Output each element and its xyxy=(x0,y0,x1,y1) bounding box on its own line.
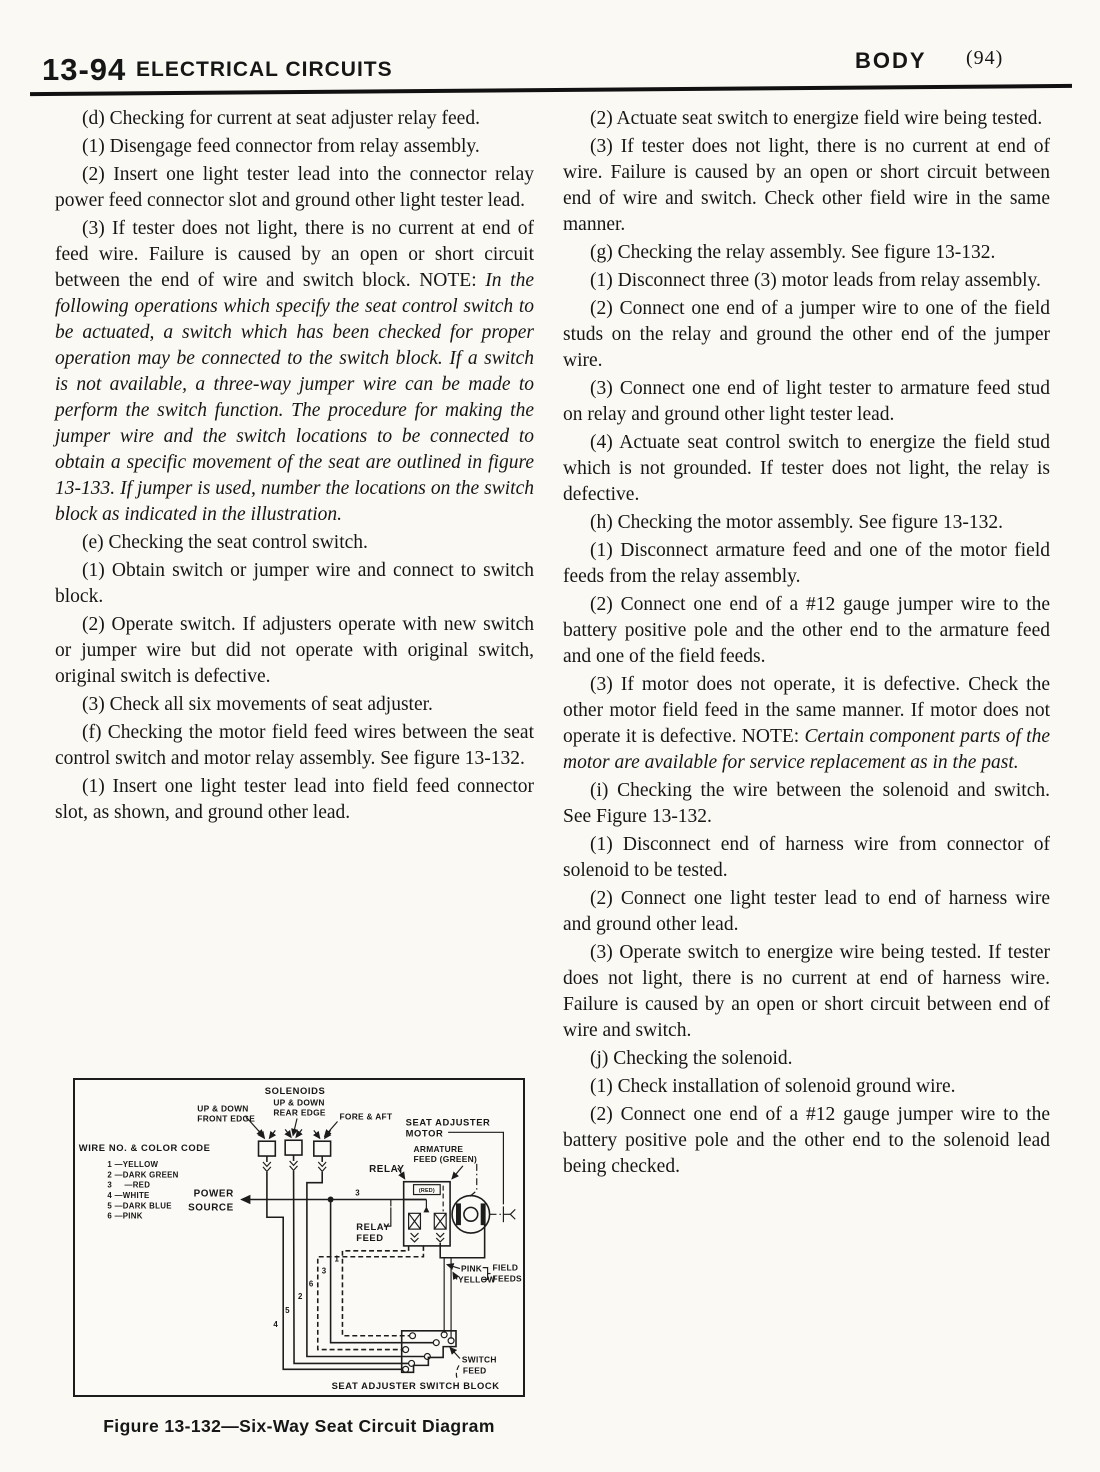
switch-feed-label2: FEED xyxy=(462,1365,487,1376)
wire-1 xyxy=(342,1246,409,1336)
yellow-leader xyxy=(453,1273,457,1280)
body-text: (1) Disconnect end of harness wire from connector of solenoid to be tested. xyxy=(563,834,1050,881)
power-source-label: POWER xyxy=(193,1188,234,1200)
paragraph xyxy=(55,720,534,772)
pink-leader xyxy=(447,1265,460,1269)
body-text: (2) Connect one end of a #12 gauge jumper wire to the battery positive pole and the other end to the solenoid lead being checked. xyxy=(563,1104,1050,1177)
fore-aft-leader xyxy=(325,1121,338,1136)
field-feeds-label2: FEEDS xyxy=(492,1273,522,1284)
paragraph xyxy=(55,106,534,132)
paragraph xyxy=(55,530,534,556)
wire-code-title: WIRE NO. & COLOR CODE xyxy=(78,1143,211,1154)
up-down-rear-label2: REAR EDGE xyxy=(273,1107,326,1118)
body-text: (3) If tester does not light, there is no current at end of wire. Failure is caused by an open or short circuit between end of wire and switch. Check other field wire in the same manner. xyxy=(563,136,1050,235)
body-text: (2) Operate switch. If adjusters operate with new switch or jumper wire but did not operate with original switch, original switch is defective. xyxy=(55,614,534,687)
wire-1-number: 1 xyxy=(334,1254,340,1264)
paragraph xyxy=(55,774,534,826)
paragraph xyxy=(563,430,1050,508)
solenoid-rear-edge xyxy=(285,1129,302,1170)
seat-adjuster-motor-label2: MOTOR xyxy=(405,1128,444,1139)
body-text: (f) Checking the motor field feed wires between the seat control switch and motor relay assembly. See figure 13-132. xyxy=(55,722,534,769)
paragraph xyxy=(563,1046,1050,1072)
wire-4 xyxy=(267,1172,403,1369)
body-text: (i) Checking the wire between the solenoid and switch. See Figure 13-132. xyxy=(563,780,1050,827)
page-title: BODY xyxy=(855,48,927,73)
solenoid-fore-aft xyxy=(314,1130,331,1171)
body-text: (3) Operate switch to energize wire being tested. If tester does not light, there is no current at end of harness wire. Failure is caused by an open or short circuit between end of wire and switch. xyxy=(563,942,1050,1041)
switch-block xyxy=(402,1331,456,1372)
paragraph xyxy=(563,268,1050,294)
rear-edge-leader xyxy=(293,1119,297,1136)
body-text: (1) Obtain switch or jumper wire and connect to switch block. xyxy=(55,560,534,607)
switch-feed-curl xyxy=(456,1365,459,1378)
body-text: (2) Connect one light tester lead to end of harness wire and ground other lead. xyxy=(563,888,1050,935)
paragraph xyxy=(563,296,1050,374)
relay-label: RELAY xyxy=(369,1163,405,1175)
wire-code-4: 4 —WHITE xyxy=(107,1191,150,1201)
fore-aft-label: FORE & AFT xyxy=(339,1111,393,1122)
relay-red-label: (RED) xyxy=(418,1188,435,1195)
paragraph xyxy=(563,940,1050,1044)
wire-code-6: 6 —PINK xyxy=(107,1211,143,1221)
body-text: (3) Connect one end of light tester to armature feed stud on relay and ground other light tester lead. xyxy=(563,378,1050,425)
body-text: (3) If motor does not operate, it is defective. Check the other motor field feed in the same manner. If motor does not operate it is defective. NOTE: xyxy=(563,674,1050,747)
wire-code-1: 1 —YELLOW xyxy=(107,1159,159,1169)
armature-feed-line xyxy=(470,1164,477,1197)
body-text: (2) Connect one end of a #12 gauge jumper wire to the battery positive pole and the other end to the armature feed and one of the field feeds. xyxy=(563,594,1050,667)
armature-feed-label: ARMATURE xyxy=(413,1144,464,1155)
paragraph xyxy=(55,612,534,690)
paragraph xyxy=(563,592,1050,670)
relay-feed-label2: FEED xyxy=(356,1232,384,1243)
body-text: (4) Actuate seat control switch to energize the field stud which is not grounded. If tester does not light, the relay is defective. xyxy=(563,432,1050,505)
solenoids-label: SOLENOIDS xyxy=(264,1085,326,1096)
paragraph xyxy=(563,134,1050,238)
solenoid-front-edge xyxy=(259,1130,276,1171)
switch-block-label: SEAT ADJUSTER SWITCH BLOCK xyxy=(331,1381,500,1392)
wire-4-number: 4 xyxy=(273,1319,279,1329)
switch-feed-label: SWITCH xyxy=(461,1354,497,1365)
section-title: ELECTRICAL CIRCUITS xyxy=(136,58,393,81)
paragraph xyxy=(563,510,1050,536)
paragraph xyxy=(563,538,1050,590)
body-text: (e) Checking the seat control switch. xyxy=(82,532,368,553)
paragraph xyxy=(55,134,534,160)
relay-feed-label: RELAY xyxy=(356,1222,391,1233)
paragraph xyxy=(55,692,534,718)
paragraph xyxy=(563,886,1050,938)
paragraph xyxy=(55,558,534,610)
paragraph xyxy=(55,216,534,528)
wire-code-2: 2 —DARK GREEN xyxy=(107,1170,179,1180)
paragraph xyxy=(563,1102,1050,1180)
yellow-label: YELLOW xyxy=(457,1274,496,1285)
figure-caption: Figure 13-132—Six-Way Seat Circuit Diagram xyxy=(103,1416,495,1436)
paragraph xyxy=(563,832,1050,884)
page-number: (94) xyxy=(966,47,1004,69)
wire-2-number: 2 xyxy=(298,1292,303,1302)
body-text: (d) Checking for current at seat adjuster relay feed. xyxy=(82,108,480,129)
circuit-diagram xyxy=(75,1080,523,1395)
body-text: (3) Check all six movements of seat adjuster. xyxy=(82,694,433,715)
paragraph xyxy=(563,1074,1050,1100)
body-text: (2) Insert one light tester lead into the connector relay power feed connector slot and ground other light tester lead. xyxy=(55,164,534,211)
body-text: (1) Disconnect three (3) motor leads from relay assembly. xyxy=(590,270,1041,291)
wire-3 xyxy=(331,1199,434,1342)
seat-adjuster-motor-label: SEAT ADJUSTER xyxy=(405,1117,491,1128)
field-feeds-label: FIELD xyxy=(492,1262,519,1273)
body-text: (1) Check installation of solenoid ground wire. xyxy=(590,1076,956,1097)
paragraph xyxy=(563,672,1050,776)
paragraph xyxy=(563,376,1050,428)
up-down-front-label: UP & DOWN xyxy=(197,1103,249,1114)
header-rule xyxy=(30,84,1072,96)
armature-relay-leader xyxy=(452,1166,463,1179)
wire-6-number: 6 xyxy=(308,1279,314,1289)
seat-adjuster-motor xyxy=(452,1196,515,1234)
paragraph xyxy=(563,240,1050,266)
pink-label: PINK xyxy=(460,1263,483,1274)
body-text: (h) Checking the motor assembly. See figure 13-132. xyxy=(590,512,1004,533)
relay-assembly xyxy=(404,1182,450,1246)
wire-5-number: 5 xyxy=(285,1306,290,1316)
right-column xyxy=(563,106,1050,1182)
motor-loop-wire xyxy=(440,1220,484,1258)
body-text: (1) Disconnect armature feed and one of the motor field feeds from the relay assembly. xyxy=(563,540,1050,587)
note-italic-text: Certain component parts of the motor are available for service replacement as in the past. xyxy=(563,726,1050,773)
up-down-front-label2: FRONT EDGE xyxy=(197,1113,256,1124)
switch-feed-leader xyxy=(450,1348,460,1359)
figure-13-132 xyxy=(73,1078,525,1397)
wire-3-number: 3 xyxy=(321,1266,327,1276)
body-text: (1) Insert one light tester lead into field feed connector slot, as shown, and ground other lead. xyxy=(55,776,534,823)
power-source-label2: SOURCE xyxy=(188,1202,234,1214)
body-text: (g) Checking the relay assembly. See figure 13-132. xyxy=(590,242,996,263)
body-text: (2) Actuate seat switch to energize field wire being tested. xyxy=(590,108,1043,129)
paragraph xyxy=(55,162,534,214)
section-number: 13-94 xyxy=(42,52,127,87)
left-column xyxy=(55,106,534,828)
body-text: (j) Checking the solenoid. xyxy=(590,1048,793,1069)
body-text: (2) Connect one end of a jumper wire to one of the field studs on the relay and ground the other end of the jumper wire. xyxy=(563,298,1050,371)
wire-code-5: 5 —DARK BLUE xyxy=(107,1201,172,1211)
power-wire-number: 3 xyxy=(355,1188,360,1198)
armature-feed-label2: FEED (GREEN) xyxy=(413,1153,478,1164)
paragraph xyxy=(563,106,1050,132)
note-italic-text: In the following operations which specify the seat control switch to be actuated, a switch which has been checked for proper operation may be connected to the switch block. If a switch is not available, a three-way jumper wire can be made to perform the switch function. The procedure for making the jumper wire and the switch locations to be connected to obtain a specific movement of the seat are outlined in figure 13-133. If jumper is used, number the locations on the switch block as indicated in the illustration. xyxy=(55,270,534,525)
body-text: (3) If tester does not light, there is no current at end of feed wire. Failure is caused by an open or short circuit between the end of wire and switch block. NOTE: xyxy=(55,218,534,291)
paragraph xyxy=(563,778,1050,830)
wire-code-3: 3 —RED xyxy=(107,1180,151,1190)
up-down-rear-label: UP & DOWN xyxy=(273,1097,325,1108)
body-text: (1) Disengage feed connector from relay assembly. xyxy=(82,136,480,157)
